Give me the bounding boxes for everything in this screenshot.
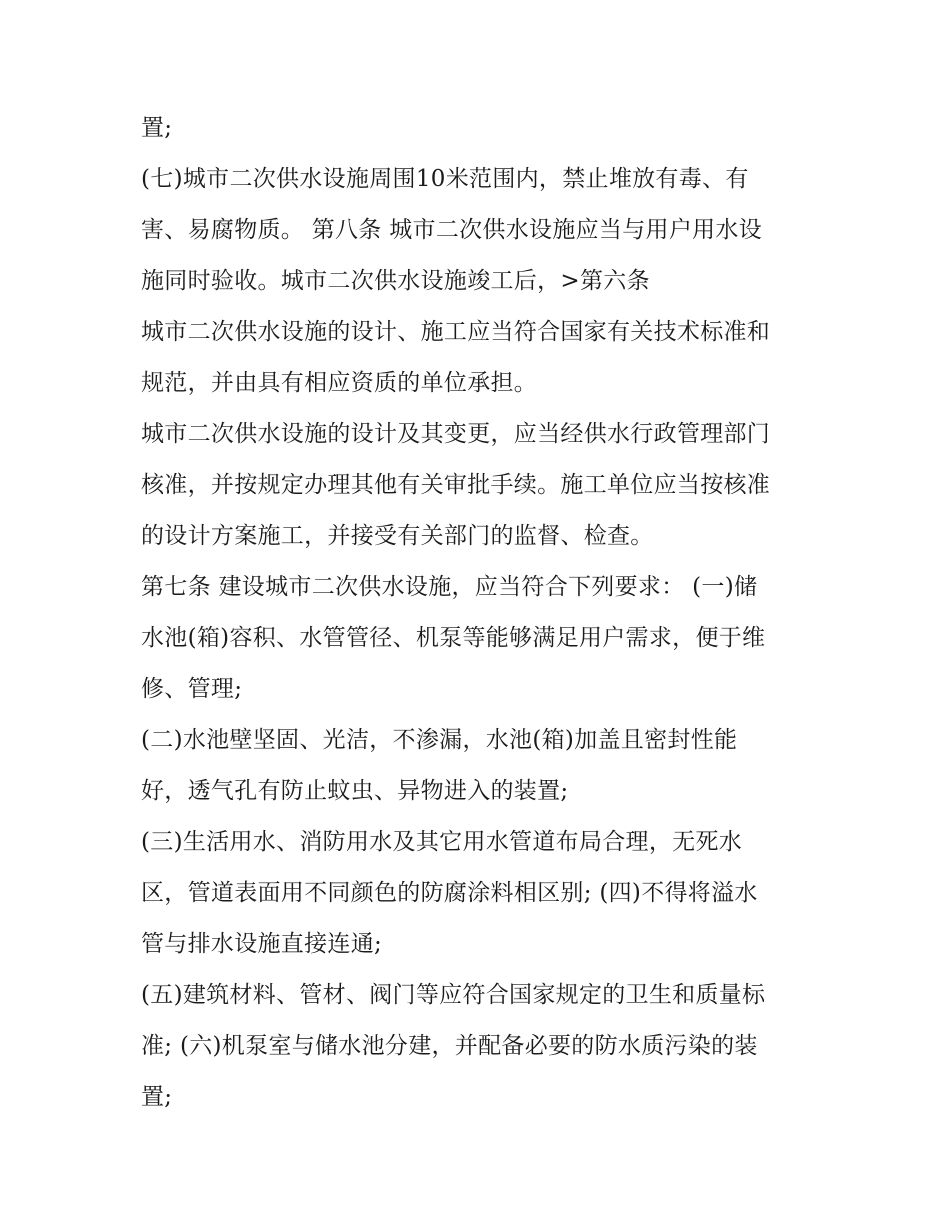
text-line: 第七条 建设城市二次供水设施，应当符合下列要求： (一)储	[141, 574, 758, 600]
text-line: (二)水池壁坚固、光洁，不渗漏，水池(箱)加盖且密封性能	[141, 727, 738, 753]
text-line: (五)建筑材料、管材、阀门等应符合国家规定的卫生和质量标	[141, 982, 766, 1008]
text-line: 管与排水设施直接连通;	[141, 931, 383, 957]
text-line: 城市二次供水设施的设计、施工应当符合国家有关技术标准和	[141, 319, 771, 345]
text-line: 害、易腐物质。 第八条 城市二次供水设施应当与用户用水设	[141, 217, 763, 243]
text-line: 的设计方案施工，并接受有关部门的监督、检查。	[141, 523, 654, 549]
text-line: 城市二次供水设施的设计及其变更，应当经供水行政管理部门	[141, 421, 771, 447]
text-line: (三)生活用水、消防用水及其它用水管道布局合理，无死水	[141, 829, 743, 855]
text-line: 准; (六)机泵室与储水池分建，并配备必要的防水质污染的装	[141, 1033, 758, 1059]
text-line: 好，透气孔有防止蚊虫、异物进入的装置;	[141, 778, 569, 804]
text-line: 区，管道表面用不同颜色的防腐涂料相区别; (四)不得将溢水	[141, 880, 758, 906]
text-line: 置;	[141, 115, 173, 141]
text-line: 置;	[141, 1084, 173, 1110]
text-line: 规范，并由具有相应资质的单位承担。	[141, 370, 538, 396]
text-line: 施同时验收。城市二次供水设施竣工后，>第六条	[141, 268, 650, 294]
text-line: 核准，并按规定办理其他有关审批手续。施工单位应当按核准	[141, 472, 771, 498]
text-line: 修、管理;	[141, 676, 243, 702]
text-line: 水池(箱)容积、水管管径、机泵等能够满足用户需求，便于维	[141, 625, 766, 651]
text-line: (七)城市二次供水设施周围10米范围内，禁止堆放有毒、有	[141, 166, 749, 192]
